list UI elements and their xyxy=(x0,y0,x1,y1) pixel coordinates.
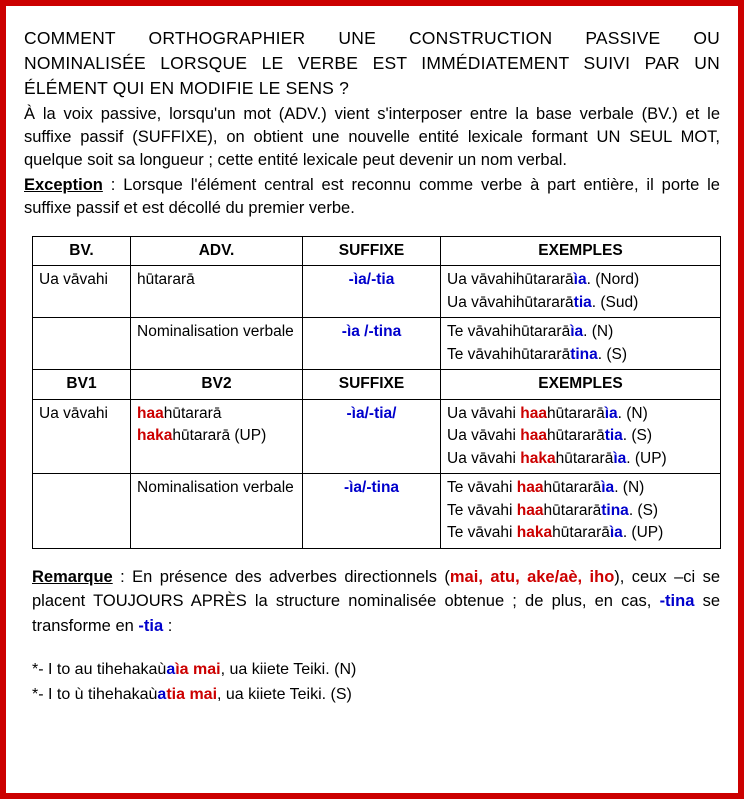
table-row xyxy=(33,474,721,548)
header-exemples-2: EXEMPLES xyxy=(441,370,721,399)
example-suffix: tia xyxy=(604,427,623,445)
example-text: Ua vāvahihūtararā xyxy=(447,271,574,289)
example-line xyxy=(447,292,714,314)
example-text: Te vāvahihūtararā xyxy=(447,345,571,363)
example-pre: Ua vāvahi xyxy=(447,427,521,445)
row3-adv xyxy=(131,399,303,473)
example-pre: Te vāvahi xyxy=(447,501,517,519)
page-title xyxy=(24,26,720,101)
adv-base: hūtararā (UP) xyxy=(172,427,267,445)
example-prefix: haka xyxy=(520,449,556,467)
example-line xyxy=(447,344,714,366)
table-row xyxy=(33,318,721,370)
bottom-example-line xyxy=(32,657,720,683)
row1-adv: hūtararā xyxy=(131,266,303,318)
example-tail: , ua kiiete Teiki. (S) xyxy=(217,686,352,704)
remark-adverbs: mai, atu, ake/aè, iho xyxy=(449,567,615,586)
example-tail: . (S) xyxy=(622,427,653,445)
header-suffixe: SUFFIXE xyxy=(303,237,441,266)
exception-text: : Lorsque l'élément central est reconnu comme verbe à part entière, il porte le suffixe passif et est décollé du premier verbe. xyxy=(24,175,720,217)
example-base: hūtararā xyxy=(543,479,602,497)
example-pre: Ua vāvahi xyxy=(447,449,521,467)
example-directional: tia mai xyxy=(166,686,218,704)
example-suffix: ìa xyxy=(604,404,618,422)
example-line xyxy=(447,448,714,470)
example-tail: . (N) xyxy=(614,479,645,497)
remark-tina: -tina xyxy=(659,592,695,611)
row4-exemples xyxy=(441,474,721,548)
header-suffixe-2: SUFFIXE xyxy=(303,370,441,399)
example-pre: *- I to au tihehakaù xyxy=(32,660,167,678)
row1-bv: Ua vāvahi xyxy=(33,266,131,318)
header-bv: BV. xyxy=(33,237,131,266)
header-bv1: BV1 xyxy=(33,370,131,399)
example-line xyxy=(447,403,714,425)
example-prefix: haa xyxy=(520,404,547,422)
example-text: Ua vāvahihūtararā xyxy=(447,293,574,311)
example-base: hūtararā xyxy=(552,524,610,542)
header-bv2: BV2 xyxy=(131,370,303,399)
example-text: Te vāvahihūtararā xyxy=(447,323,571,341)
adv-prefix: haka xyxy=(137,427,173,445)
example-suffix: tina xyxy=(570,345,598,363)
example-tail: . (S) xyxy=(597,345,628,363)
example-tail: . (UP) xyxy=(622,524,664,542)
example-line xyxy=(447,321,714,343)
example-prefix: haa xyxy=(516,479,544,497)
title-line-2: NOMINALISÉE LORSQUE LE VERBE EST IMMÉDIATEMENT SUIVI PAR UN xyxy=(24,52,720,73)
row3-exemples xyxy=(441,399,721,473)
example-prefix: haa xyxy=(516,501,544,519)
example-base: hūtararā xyxy=(555,449,614,467)
row4-suffixe: -ìa/-tina xyxy=(303,474,441,548)
header-adv: ADV. xyxy=(131,237,303,266)
example-pre: Ua vāvahi xyxy=(447,404,521,422)
exception-label: Exception xyxy=(24,175,103,194)
title-line-3: ÉLÉMENT QUI EN MODIFIE LE SENS ? xyxy=(24,77,350,98)
example-suffix: a xyxy=(166,660,176,678)
example-suffix: ìa xyxy=(601,479,615,497)
example-suffix: ìa xyxy=(613,449,627,467)
example-pre: Te vāvahi xyxy=(447,524,517,542)
example-tail: . (Nord) xyxy=(586,271,640,289)
remark-tia: -tia xyxy=(138,617,164,636)
example-line xyxy=(447,500,714,522)
remark-part-2: ), ceux –ci se placent TOUJOURS APRÈS la structure nominalisée obtenue ; de plus, en cas, xyxy=(32,567,720,611)
example-base: hūtararā xyxy=(546,404,605,422)
table-header-row-1 xyxy=(33,237,721,266)
remark-label: Remarque xyxy=(32,567,113,586)
remark-part-3: se transforme en xyxy=(32,592,721,636)
example-tail: . (N) xyxy=(617,404,648,422)
example-line xyxy=(447,269,714,291)
example-tail: . (S) xyxy=(628,501,659,519)
example-pre: *- I to ù tihehakaù xyxy=(32,686,158,704)
row3-adv-line-1 xyxy=(137,403,296,425)
exception-paragraph xyxy=(24,174,720,220)
table-row xyxy=(33,266,721,318)
intro-paragraph: À la voix passive, lorsqu'un mot (ADV.) vient s'interposer entre la base verbale (BV.) et le suffixe passif (SUFFIXE), on obtient une nouvelle entité lexicale formant UN SEUL MOT, quelque soit sa longueur ; cette entité lexicale peut devenir un nom verbal. xyxy=(24,104,720,169)
example-suffix: tina xyxy=(601,501,629,519)
example-tail: . (N) xyxy=(583,323,614,341)
remark-part-4: : xyxy=(163,617,173,636)
rules-table xyxy=(32,236,721,549)
example-tail: . (Sud) xyxy=(591,293,639,311)
table-header-row-2 xyxy=(33,370,721,399)
row3-bv: Ua vāvahi xyxy=(33,399,131,473)
row2-nominalisation: Nominalisation verbale xyxy=(131,318,303,370)
bottom-example-line xyxy=(32,682,720,708)
example-base: hūtararā xyxy=(543,501,602,519)
row2-suffixe: -ìa /-tina xyxy=(303,318,441,370)
row4-bv-empty xyxy=(33,474,131,548)
title-line-1: COMMENT ORTHOGRAPHIER UNE CONSTRUCTION PASSIVE OU xyxy=(24,28,720,48)
row2-exemples xyxy=(441,318,721,370)
example-tail: . (UP) xyxy=(626,449,667,467)
row3-suffixe: -ìa/-tia/ xyxy=(303,399,441,473)
row3-adv-line-2 xyxy=(137,425,296,447)
example-suffix: ìa xyxy=(573,271,587,289)
adv-base: hūtararā xyxy=(163,404,222,422)
example-prefix: haa xyxy=(520,427,547,445)
header-exemples: EXEMPLES xyxy=(441,237,721,266)
example-tail: , ua kiiete Teiki. (N) xyxy=(220,660,357,678)
example-line xyxy=(447,425,714,447)
row2-bv-empty xyxy=(33,318,131,370)
example-pre: Te vāvahi xyxy=(447,479,517,497)
remark-part-1: : En présence des adverbes directionnels ( xyxy=(112,567,450,586)
row4-nominalisation: Nominalisation verbale xyxy=(131,474,303,548)
example-base: hūtararā xyxy=(546,427,605,445)
remark-paragraph xyxy=(32,565,720,639)
example-prefix: haka xyxy=(516,524,553,542)
table-row xyxy=(33,399,721,473)
example-directional: ìa mai xyxy=(175,660,221,678)
adv-prefix: haa xyxy=(137,404,164,422)
row1-exemples xyxy=(441,266,721,318)
example-line xyxy=(447,522,714,544)
row1-suffixe: -ìa/-tia xyxy=(303,266,441,318)
example-suffix: tia xyxy=(573,293,592,311)
bottom-examples xyxy=(32,657,720,708)
example-suffix: ìa xyxy=(609,524,623,542)
example-suffix: a xyxy=(157,686,167,704)
example-suffix: ìa xyxy=(570,323,584,341)
example-line xyxy=(447,477,714,499)
